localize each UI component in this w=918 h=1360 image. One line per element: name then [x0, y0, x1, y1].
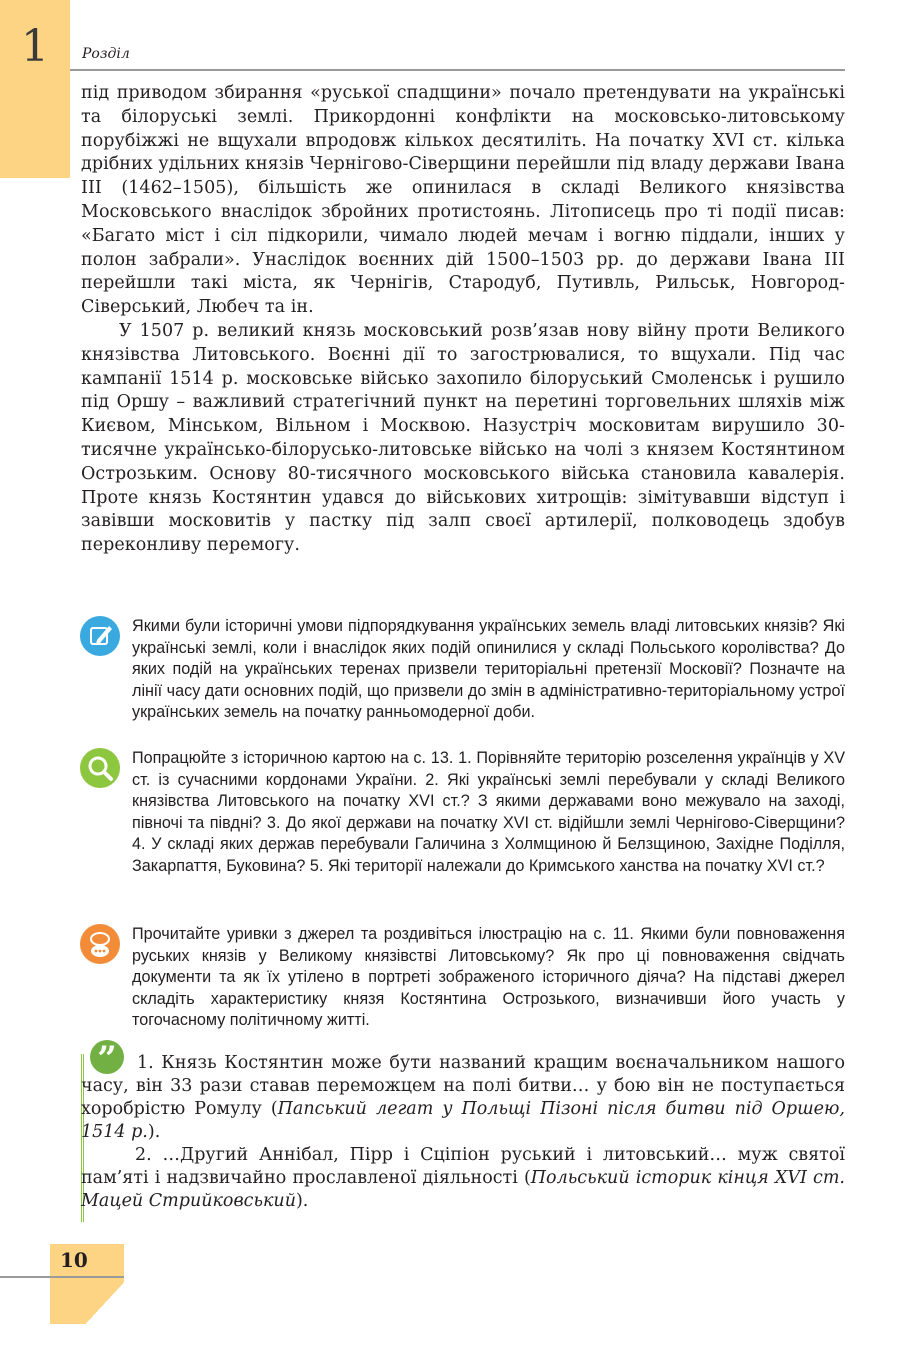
task-block-3 — [80, 924, 845, 1032]
speech-bubbles-icon — [80, 924, 120, 964]
source-quotes — [81, 1040, 845, 1222]
quote-2-end: ). — [295, 1191, 309, 1211]
main-text — [81, 82, 845, 558]
task-text-1: Якими були історичні умови підпорядкування українських земель владі литовських князів? Які українські землі, коли і внаслідок яких подій опинилися у складі Польського королівства? До яких подій на українських теренах призвели територіальні претензії Московії? Позначте на лінії часу дати основних подій, що призвели до змін в адміністративно-територіальному устрої українських земель на початку ранньомодерної доби. — [132, 617, 845, 721]
svg-text:”: ” — [97, 1040, 117, 1074]
quote-1-source: Папський легат у Польщі Пізоні після битви під Оршею, 1514 р. — [81, 1099, 845, 1142]
task-block-2 — [80, 748, 845, 877]
quote-2-source: Польський історик кінця XVI ст. Мацей Стрийковський — [81, 1168, 845, 1211]
chapter-number: 1 — [21, 21, 49, 72]
footer-rule — [0, 1276, 124, 1278]
quote-1 — [81, 1052, 845, 1144]
quote-2-text: 2. …Другий Аннібал, Пірр і Сціпіон руський і литовський… муж святої пам’яті і надзвичайно прославленої діяльності ( — [81, 1145, 845, 1188]
quote-2 — [81, 1144, 845, 1213]
quote-text — [81, 1052, 845, 1213]
header-rule — [70, 69, 845, 71]
chapter-label: Розділ — [82, 46, 130, 62]
paragraph-1: під приводом збирання «руської спадщини» почало претендувати на українські та білоруські землі. Прикордонні конфлікти на московсько-литовському порубіжжі не вщухали впродовж кількох десятиліть. На початку XVI ст. кілька дрібних удільних князів Чернігово-Сіверщини перейшли під владу держави Івана ІІІ (1462–1505), більшість же опинилася в складі Великого князівства Московського внаслідок збройних протистоянь. Літописець про ті події писав: «Багато міст і сіл підкорили, чимало людей мечам і вогню піддали, інших у полон забрали». Унаслідок воєнних дій 1500–1503 рр. до держави Івана ІІІ перейшли такі міста, як Чернігів, Стародуб, Путивль, Рильськ, Новгород-Сіверський, Любеч та ін. — [81, 83, 845, 318]
quote-1-text: 1. Князь Костянтин може бути названий кращим воєначальником нашого часу, він 33 рази ставав переможцем на полі битви… у бою він не поступається хоробрістю Ромулу ( — [81, 1053, 845, 1119]
pencil-icon — [80, 616, 120, 656]
task-text-3: Прочитайте уривки з джерел та роздивіться ілюстрацію на с. 11. Якими були повноваження руських князів у Великому князівстві Литовському? Як про ці повноваження свідчать документи та як їх утілено в портреті зображеного історичного діяча? На підставі джерел складіть характеристику князя Костянтина Острозького, визначивши його участь у тогочасному політичному житті. — [132, 925, 845, 1029]
task-text-2: Попрацюйте з історичною картою на с. 13. 1. Порівняйте територію розселення українців у XV ст. із сучасними кордонами України. 2. Які українські землі перебували у складі Великого князівства Литовського на початку XVI ст.? З якими державами воно межувало на заході, півночі та півдні? 3. До якої держави на початку XVI ст. відійшли землі Чернігово-Сіверщини? 4. У складі яких держав перебували Галичина з Холмщиною й Белзщиною, Західне Поділля, Закарпаття, Буковина? 5. Які території належали до Кримського ханства на початку XVI ст.? — [132, 749, 845, 875]
page-number: 10 — [60, 1248, 88, 1272]
task-block-1 — [80, 616, 845, 724]
magnifier-icon — [80, 748, 120, 788]
paragraph-2: У 1507 р. великий князь московський розв’язав нову війну проти Великого князівства Литовського. Воєнні дії то загострювалися, то вщухали. Під час кампанії 1514 р. московське військо захопило білоруський Смоленськ і рушило під Оршу – важливий стратегічний пункт на перетині торговельних шляхів між Києвом, Мінськом, Вільном і Москвою. Назустріч московитам вирушило 30-тисячне українсько-білорусько-литовське військо на чолі з князем Костянтином Острозьким. Основу 80-тисячного московського війська становила кавалерія. Проте князь Костянтин удався до військових хитрощів: зімітувавши відступ і завівши московитів у пастку під залп своєї артилерії, полководець здобув переконливу перемогу. — [81, 320, 845, 556]
quote-1-end: ). — [147, 1122, 161, 1142]
